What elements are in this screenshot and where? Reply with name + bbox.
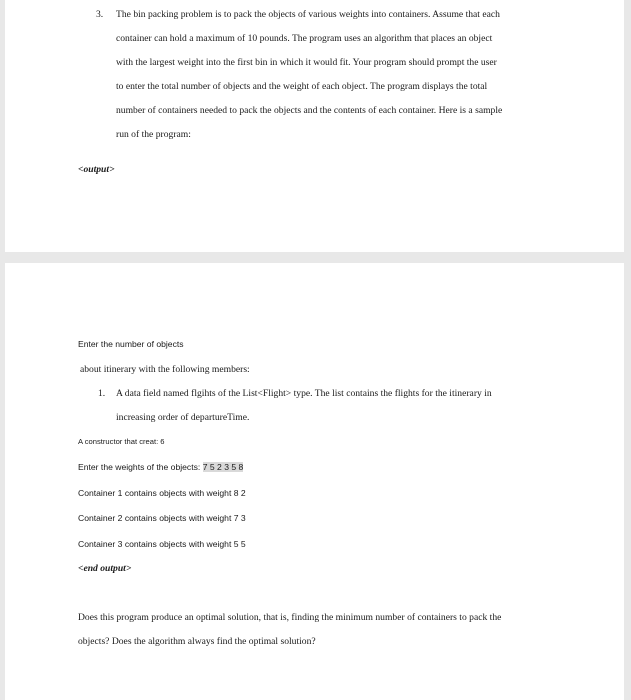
enter-objects-line: Enter the number of objects bbox=[78, 339, 184, 349]
paragraph-line: with the largest weight into the first bin in which it would fit. Your program should prompt the user bbox=[116, 57, 497, 68]
constructor-line: A constructor that creat: 6 bbox=[78, 437, 165, 446]
container-line: Container 2 contains objects with weight 7 3 bbox=[78, 513, 246, 523]
container-line: Container 1 contains objects with weight 8 2 bbox=[78, 488, 246, 498]
output-open-tag: <output> bbox=[78, 164, 115, 175]
list-item-line: increasing order of departureTime. bbox=[116, 412, 250, 423]
question-line: Does this program produce an optimal solution, that is, finding the minimum number of containers to pack the bbox=[78, 612, 502, 623]
question-line: objects? Does the algorithm always find the optimal solution? bbox=[78, 636, 316, 647]
document-page-1 bbox=[5, 0, 624, 252]
problem-number: 3. bbox=[96, 9, 104, 20]
list-item-number: 1. bbox=[98, 388, 106, 399]
list-item-line: A data field named flgihts of the List<Flight> type. The list contains the flights for the itinerary in bbox=[116, 388, 492, 399]
paragraph-line: run of the program: bbox=[116, 129, 191, 140]
paragraph-line: container can hold a maximum of 10 pounds. The program uses an algorithm that places an object bbox=[116, 33, 493, 44]
paragraph-line: number of containers needed to pack the objects and the contents of each container. Here is a sample bbox=[116, 105, 503, 116]
weights-prompt: Enter the weights of the objects: bbox=[78, 462, 203, 472]
document-page-2 bbox=[5, 263, 624, 700]
paragraph-line: The bin packing problem is to pack the objects of various weights into containers. Assume that each bbox=[116, 9, 500, 20]
output-close-tag: <end output> bbox=[78, 563, 132, 574]
container-line: Container 3 contains objects with weight 5 5 bbox=[78, 539, 246, 549]
weights-line bbox=[78, 462, 243, 472]
paragraph-line: to enter the total number of objects and the weight of each object. The program displays the total bbox=[116, 81, 488, 92]
itinerary-line: about itinerary with the following members: bbox=[80, 364, 250, 375]
weights-value: 7 5 2 3 5 8 bbox=[202, 462, 244, 472]
